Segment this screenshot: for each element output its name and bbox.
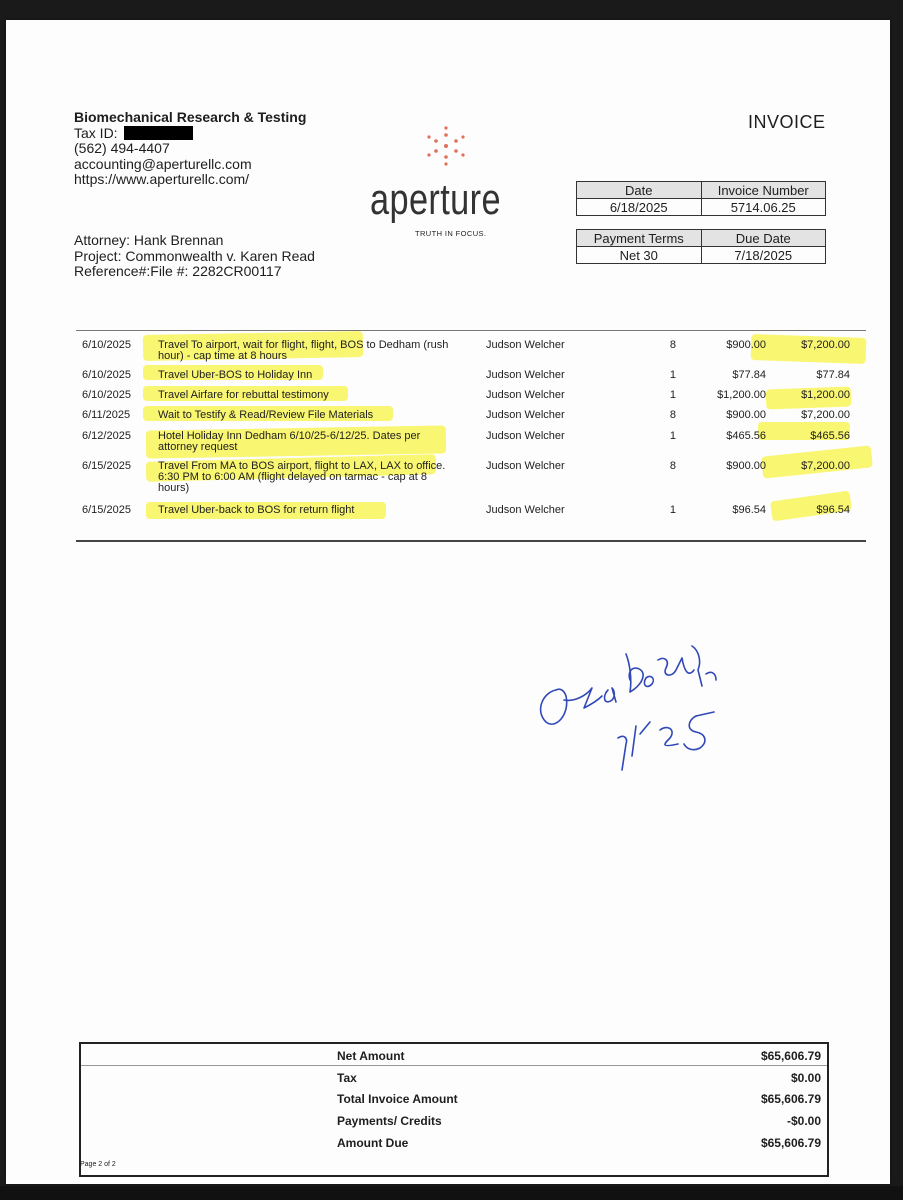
- payment-terms: Net 30: [577, 247, 702, 264]
- company-email: accounting@aperturellc.com: [74, 155, 252, 172]
- aperture-logo-icon: [426, 126, 466, 166]
- item-qty: 1: [669, 504, 676, 516]
- item-person: Judson Welcher: [486, 504, 565, 516]
- totals-value: -$0.00: [786, 1114, 821, 1128]
- tax-id-row: [74, 126, 306, 142]
- invoice-number: 5714.06.25: [701, 199, 826, 216]
- reference-number: Reference#:File #: 2282CR00117: [74, 263, 282, 279]
- invoice-number-header: Invoice Number: [701, 182, 826, 199]
- item-person: Judson Welcher: [486, 430, 565, 442]
- item-rate: $96.54: [732, 504, 766, 516]
- item-description: Wait to Testify & Read/Review File Materials: [158, 409, 374, 421]
- totals-label: Amount Due: [337, 1136, 409, 1150]
- totals-value: $65,606.79: [760, 1136, 821, 1150]
- project-name: Project: Commonwealth v. Karen Read: [74, 247, 315, 264]
- totals-value: $65,606.79: [760, 1049, 821, 1063]
- item-qty: 1: [669, 369, 676, 381]
- item-qty: 1: [669, 430, 676, 442]
- item-amount: $7,200.00: [801, 339, 850, 351]
- item-amount: $96.54: [816, 504, 850, 516]
- item-amount: $77.84: [816, 369, 850, 381]
- attorney-name: Attorney: Hank Brennan: [74, 232, 224, 248]
- item-date: 6/10/2025: [82, 369, 131, 381]
- company-block: [74, 110, 306, 188]
- table-top-rule: [76, 330, 866, 331]
- payment-terms-header: Payment Terms: [577, 230, 702, 247]
- item-description: Travel Uber-BOS to Holiday Inn: [158, 369, 313, 381]
- item-person: Judson Welcher: [486, 369, 565, 381]
- item-amount: $7,200.00: [801, 409, 850, 421]
- item-person: Judson Welcher: [486, 460, 565, 472]
- table-bottom-rule: [76, 540, 866, 542]
- due-date-header: Due Date: [701, 230, 826, 247]
- totals-label: Payments/ Credits: [337, 1114, 442, 1128]
- item-date: 6/10/2025: [82, 339, 131, 351]
- totals-divider: [81, 1065, 827, 1066]
- bottom-bar: [0, 1186, 903, 1200]
- logo-tagline: TRUTH IN FOCUS.: [415, 229, 487, 238]
- item-amount: $465.56: [810, 430, 850, 442]
- item-person: Judson Welcher: [486, 409, 565, 421]
- item-amount: $7,200.00: [801, 460, 850, 472]
- handwritten-signature: [526, 630, 756, 780]
- item-rate: $465.56: [726, 430, 766, 442]
- item-description: Travel From MA to BOS airport, flight to LAX, LAX to office. 6:30 PM to 6:00 AM (flight delayed on tarmac - cap at 8 hours): [158, 460, 446, 494]
- date-header: Date: [577, 182, 702, 199]
- item-amount: $1,200.00: [801, 389, 850, 401]
- totals-value: $0.00: [790, 1071, 821, 1085]
- company-website: https://www.aperturellc.com/: [74, 171, 250, 187]
- item-person: Judson Welcher: [486, 339, 565, 351]
- company-phone: (562) 494-4407: [74, 140, 170, 156]
- totals-box: [79, 1042, 829, 1177]
- invoice-title: INVOICE: [748, 112, 826, 132]
- item-qty: 8: [669, 339, 676, 351]
- invoice-date-table: [576, 181, 826, 216]
- totals-value: $65,606.79: [760, 1092, 821, 1106]
- item-rate: $1,200.00: [717, 389, 766, 401]
- item-description: Travel Airfare for rebuttal testimony: [158, 389, 329, 401]
- item-description: Hotel Holiday Inn Dedham 6/10/25-6/12/25. Dates per attorney request: [158, 430, 421, 453]
- payment-terms-table: [576, 229, 826, 264]
- item-date: 6/11/2025: [82, 409, 131, 421]
- item-date: 6/10/2025: [82, 389, 131, 401]
- page-number: Page 2 of 2: [80, 1161, 116, 1168]
- attorney-block: [74, 233, 315, 280]
- logo-wordmark: aperture: [370, 175, 501, 224]
- item-qty: 8: [669, 460, 676, 472]
- item-qty: 8: [669, 409, 676, 421]
- tax-id-label: Tax ID:: [74, 124, 118, 141]
- item-rate: $900.00: [726, 460, 766, 472]
- item-rate: $900.00: [726, 339, 766, 351]
- item-date: 6/15/2025: [82, 460, 131, 472]
- company-name: Biomechanical Research & Testing: [74, 109, 307, 125]
- totals-label: Net Amount: [337, 1049, 405, 1063]
- totals-label: Tax: [337, 1071, 357, 1085]
- due-date: 7/18/2025: [701, 247, 826, 264]
- item-rate: $77.84: [732, 369, 766, 381]
- invoice-date: 6/18/2025: [577, 199, 702, 216]
- item-person: Judson Welcher: [486, 389, 565, 401]
- item-rate: $900.00: [726, 409, 766, 421]
- item-date: 6/12/2025: [82, 430, 131, 442]
- totals-label: Total Invoice Amount: [337, 1092, 458, 1106]
- item-description: Travel Uber-back to BOS for return flight: [158, 504, 355, 516]
- invoice-page: [6, 20, 890, 1184]
- redaction-bar: [124, 126, 193, 140]
- item-qty: 1: [669, 389, 676, 401]
- item-description: Travel To airport, wait for flight, flight, BOS to Dedham (rush hour) - cap time at 8 hours: [158, 339, 449, 362]
- item-date: 6/15/2025: [82, 504, 131, 516]
